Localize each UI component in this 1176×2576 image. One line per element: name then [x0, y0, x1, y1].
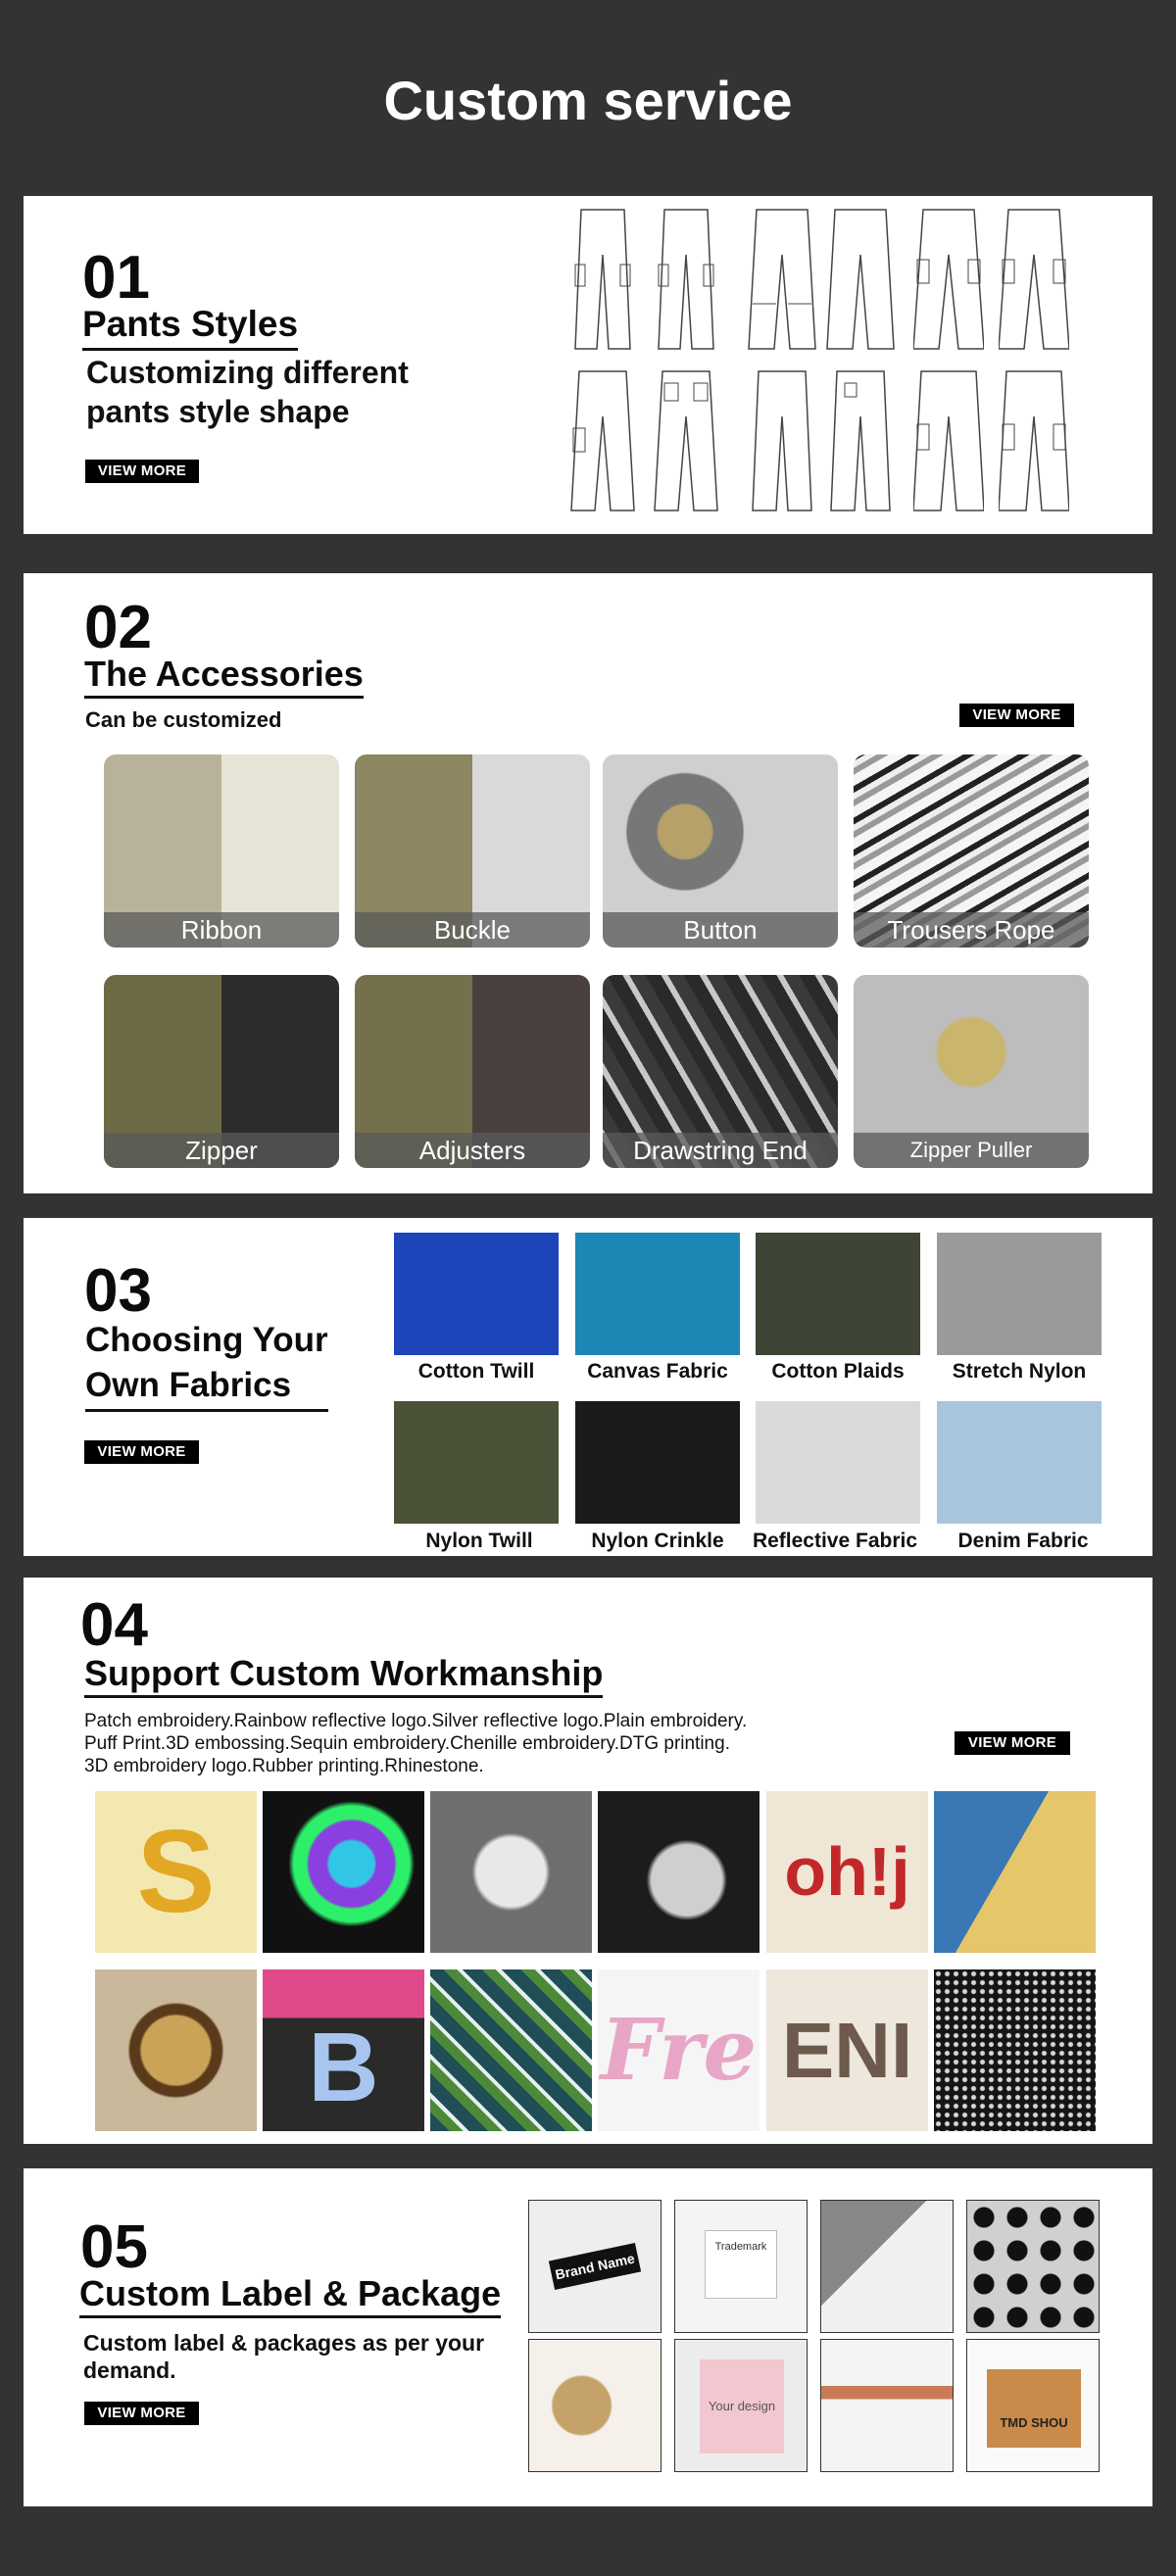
fabric-label: Canvas Fabric	[587, 1360, 728, 1383]
section-subtitle-line2: demand.	[83, 2357, 176, 2383]
section-number: 03	[84, 1257, 152, 1325]
pants-sketch	[567, 206, 638, 353]
workmanship-list-line2: Puff Print.3D embossing.Sequin embroidery.Chenille embroidery.DTG printing.	[84, 1733, 730, 1754]
workmanship-sample-chenille-embroidery[interactable]	[263, 1969, 424, 2131]
fabric-swatch-cotton-plaids[interactable]	[756, 1233, 920, 1355]
fabric-label: Nylon Twill	[425, 1530, 533, 1552]
section-heading: Pants Styles	[82, 304, 298, 351]
section-heading: Custom Label & Package	[79, 2273, 501, 2318]
accessory-tile-button[interactable]	[603, 754, 838, 948]
section-heading	[85, 1318, 328, 1412]
accessory-tile-buckle[interactable]	[355, 754, 590, 948]
fabric-label: Cotton Twill	[417, 1360, 535, 1383]
pants-sketch	[999, 206, 1069, 353]
pants-sketch	[567, 367, 638, 514]
view-more-button[interactable]: VIEW MORE	[85, 460, 199, 483]
sample-text: S	[136, 1806, 216, 1937]
fabric-label: Denim Fabric	[957, 1530, 1089, 1552]
package-sample-shipping-box[interactable]	[966, 2339, 1100, 2472]
fabric-swatch-denim-fabric[interactable]	[937, 1401, 1102, 1524]
accessory-tile-drawstring-end[interactable]	[603, 975, 838, 1168]
pants-sketch	[825, 367, 896, 514]
workmanship-sample-3d-embossing[interactable]	[934, 1791, 1096, 1953]
workmanship-sample-patch-embroidery[interactable]	[95, 1791, 257, 1953]
workmanship-sample-rainbow-reflective[interactable]	[263, 1791, 424, 1953]
section-subtitle-line1: Custom label & packages as per your	[83, 2330, 485, 2356]
fabric-swatch-stretch-nylon[interactable]	[937, 1233, 1102, 1355]
fabric-label: Stretch Nylon	[952, 1360, 1087, 1383]
section-heading-line1: Choosing Your	[85, 1321, 328, 1359]
package-sample-mailer-box[interactable]	[820, 2339, 954, 2472]
accessory-label: Trousers Rope	[854, 912, 1089, 948]
section-accessories	[24, 573, 1152, 1193]
workmanship-sample-silver-reflective[interactable]	[430, 1791, 592, 1953]
accessory-label: Ribbon	[104, 912, 339, 948]
section-number: 01	[82, 244, 150, 312]
accessory-tile-zipper[interactable]	[104, 975, 339, 1168]
fabric-label: Nylon Crinkle	[591, 1530, 724, 1552]
accessory-tile-ribbon[interactable]	[104, 754, 339, 948]
fabric-swatch-canvas-fabric[interactable]	[575, 1233, 740, 1355]
accessory-tile-trousers-rope[interactable]	[854, 754, 1089, 948]
section-number: 02	[84, 594, 152, 661]
workmanship-sample-puff-print[interactable]	[766, 1791, 928, 1953]
workmanship-list-line1: Patch embroidery.Rainbow reflective logo.Silver reflective logo.Plain embroidery.	[84, 1711, 748, 1731]
pants-sketch	[651, 206, 721, 353]
pants-sketch	[913, 206, 984, 353]
workmanship-sample-rubber-printing[interactable]	[766, 1969, 928, 2131]
sample-text: oh!j	[784, 1833, 910, 1910]
sample-text: ENI	[781, 2007, 913, 2094]
accessory-label: Zipper	[104, 1133, 339, 1168]
package-sample-poly-bag[interactable]	[674, 2339, 808, 2472]
section-workmanship	[24, 1578, 1152, 2144]
section-pants-styles	[24, 196, 1152, 534]
pants-sketch	[913, 367, 984, 514]
label-sample-care-tag[interactable]	[674, 2200, 808, 2333]
workmanship-sample-dtg-printing[interactable]	[430, 1969, 592, 2131]
view-more-button[interactable]: VIEW MORE	[84, 1440, 199, 1464]
section-fabrics	[24, 1218, 1152, 1556]
fabric-swatch-cotton-twill[interactable]	[394, 1233, 559, 1355]
section-heading: Support Custom Workmanship	[84, 1653, 603, 1698]
package-sample-hang-tags[interactable]	[528, 2339, 662, 2472]
view-more-button[interactable]: VIEW MORE	[955, 1731, 1070, 1755]
pants-sketch	[747, 367, 817, 514]
section-label-package	[24, 2168, 1152, 2506]
fabric-swatch-nylon-crinkle[interactable]	[575, 1401, 740, 1524]
section-subtitle-line1: Customizing different	[86, 355, 409, 390]
fabric-label: Reflective Fabric	[752, 1530, 918, 1552]
accessory-label: Drawstring End	[603, 1133, 838, 1168]
section-heading: The Accessories	[84, 654, 364, 699]
section-subtitle-line2: pants style shape	[86, 394, 350, 429]
label-text: Your design	[700, 2359, 784, 2454]
accessory-tile-zipper-puller[interactable]	[854, 975, 1089, 1168]
sample-text: B	[308, 2013, 379, 2122]
workmanship-sample-3d-embroidery-logo[interactable]	[598, 1969, 760, 2131]
fabric-swatch-reflective-fabric[interactable]	[756, 1401, 920, 1524]
accessory-label: Button	[603, 912, 838, 948]
label-text: Trademark	[705, 2230, 777, 2299]
pants-sketch	[747, 206, 817, 353]
section-number: 05	[80, 2213, 148, 2281]
page-title: Custom service	[383, 70, 793, 131]
pants-sketch	[651, 367, 721, 514]
fabric-swatch-nylon-twill[interactable]	[394, 1401, 559, 1524]
workmanship-sample-rhinestone[interactable]	[934, 1969, 1096, 2131]
label-sample-woven-brand[interactable]	[528, 2200, 662, 2333]
section-number: 04	[80, 1591, 148, 1659]
workmanship-sample-plain-embroidery[interactable]	[598, 1791, 760, 1953]
workmanship-list-line3: 3D embroidery logo.Rubber printing.Rhinestone.	[84, 1756, 484, 1776]
section-heading-line2: Own Fabrics	[85, 1365, 292, 1404]
label-sample-satin-label[interactable]	[820, 2200, 954, 2333]
label-sample-size-labels[interactable]	[966, 2200, 1100, 2333]
sample-text: Fre	[600, 2001, 758, 2100]
pants-sketch	[999, 367, 1069, 514]
fabric-label: Cotton Plaids	[771, 1360, 905, 1383]
accessory-label: Adjusters	[355, 1133, 590, 1168]
accessory-label: Zipper Puller	[854, 1133, 1089, 1168]
section-subtitle: Can be customized	[85, 707, 282, 732]
accessory-tile-adjusters[interactable]	[355, 975, 590, 1168]
label-text: TMD SHOU	[987, 2369, 1081, 2448]
view-more-button[interactable]: VIEW MORE	[84, 2402, 199, 2425]
label-text: Brand Name	[549, 2243, 641, 2290]
pants-sketch	[825, 206, 896, 353]
workmanship-sample-sequin-embroidery[interactable]	[95, 1969, 257, 2131]
view-more-button[interactable]: VIEW MORE	[959, 704, 1074, 727]
accessory-label: Buckle	[355, 912, 590, 948]
